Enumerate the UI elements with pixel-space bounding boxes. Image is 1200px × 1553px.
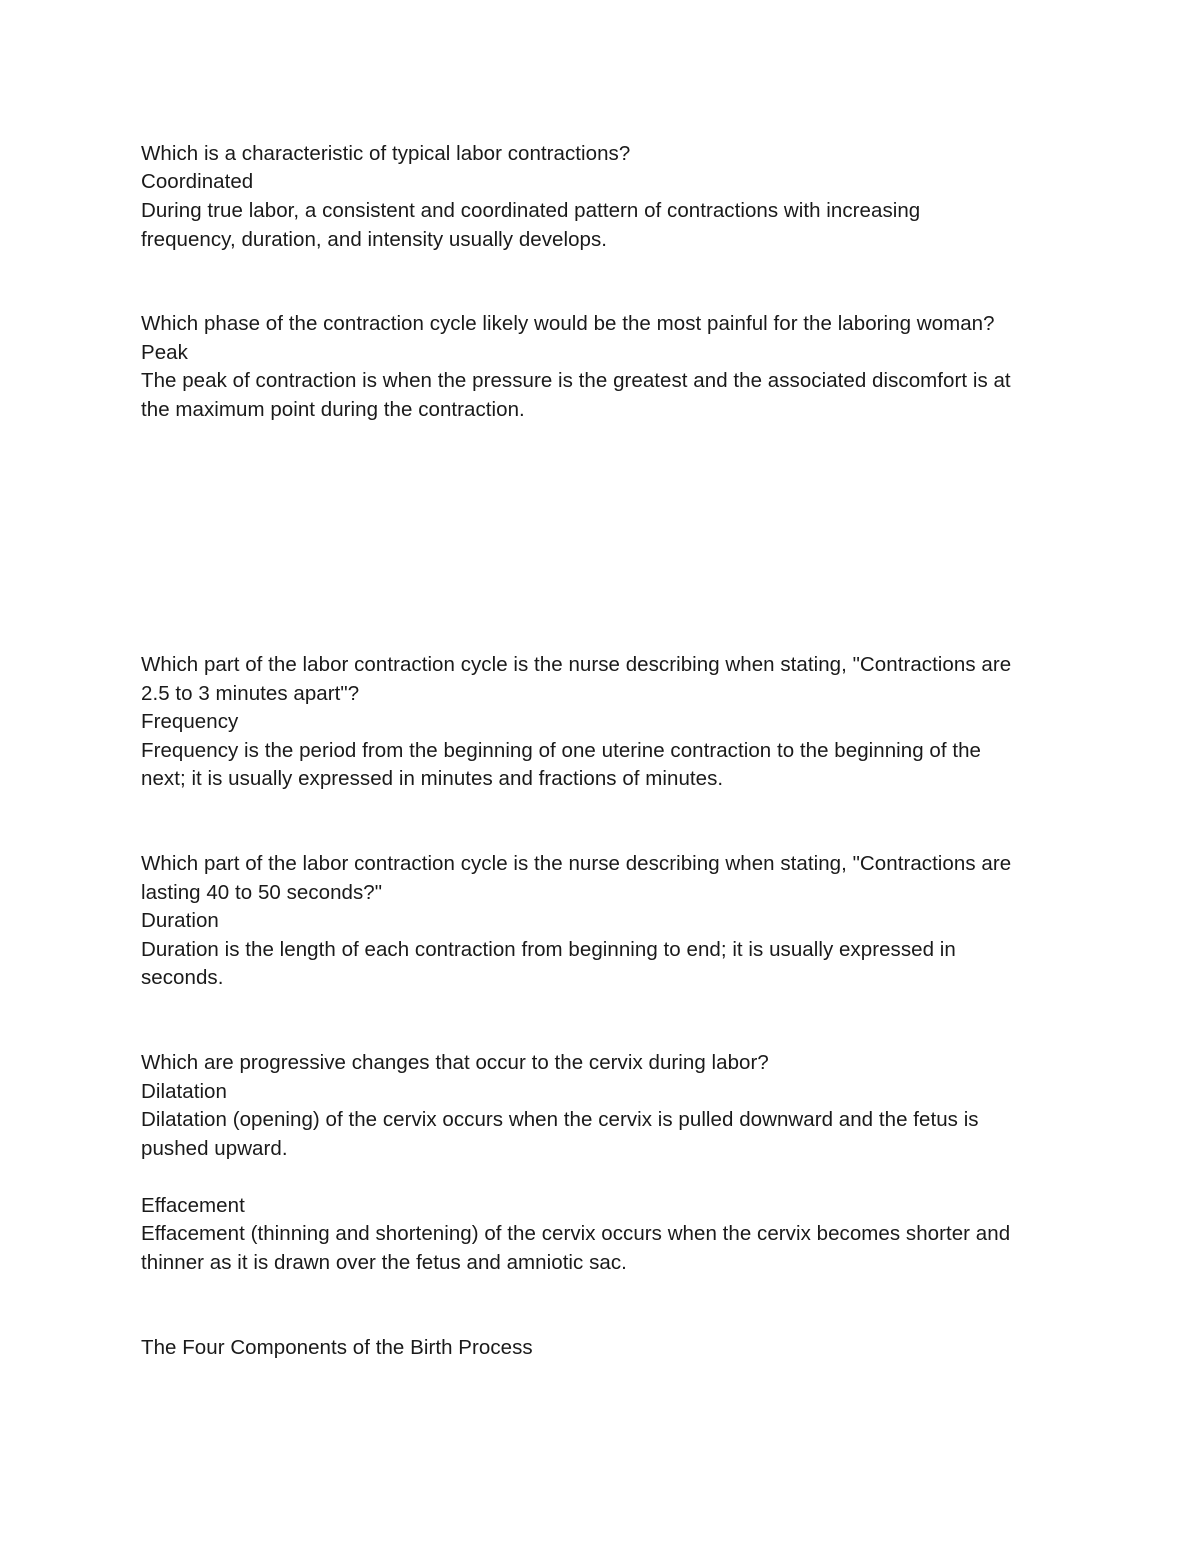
explanation-text: next; it is usually expressed in minutes and fractions of minutes. — [141, 767, 724, 790]
answer-text: Frequency — [141, 710, 239, 733]
answer-text: Effacement — [141, 1194, 245, 1217]
answer-text: Dilatation — [141, 1080, 227, 1103]
explanation-text: frequency, duration, and intensity usually develops. — [141, 228, 608, 251]
question-text: Which part of the labor contraction cycle is the nurse describing when stating, "Contractions are — [141, 852, 1012, 875]
question-text: Which is a characteristic of typical labor contractions? — [141, 142, 631, 165]
section-heading: The Four Components of the Birth Process — [141, 1336, 533, 1359]
explanation-text: the maximum point during the contraction. — [141, 398, 525, 421]
question-text: Which phase of the contraction cycle likely would be the most painful for the laboring woman? — [141, 312, 995, 335]
question-text: Which are progressive changes that occur to the cervix during labor? — [141, 1051, 769, 1074]
answer-text: Coordinated — [141, 170, 254, 193]
explanation-text: Dilatation (opening) of the cervix occurs when the cervix is pulled downward and the fetus is — [141, 1108, 979, 1131]
question-text: Which part of the labor contraction cycle is the nurse describing when stating, "Contractions are — [141, 653, 1012, 676]
question-text: 2.5 to 3 minutes apart"? — [141, 682, 360, 705]
explanation-text: thinner as it is drawn over the fetus and amniotic sac. — [141, 1251, 627, 1274]
explanation-text: Effacement (thinning and shortening) of the cervix occurs when the cervix becomes shorter and — [141, 1222, 1011, 1245]
explanation-text: seconds. — [141, 966, 224, 989]
explanation-text: During true labor, a consistent and coordinated pattern of contractions with increasing — [141, 199, 921, 222]
explanation-text: pushed upward. — [141, 1137, 288, 1160]
question-text: lasting 40 to 50 seconds?" — [141, 881, 383, 904]
answer-text: Peak — [141, 341, 188, 364]
explanation-text: Duration is the length of each contraction from beginning to end; it is usually expressed in — [141, 938, 956, 961]
explanation-text: The peak of contraction is when the pressure is the greatest and the associated discomfort is at — [141, 369, 1011, 392]
answer-text: Duration — [141, 909, 219, 932]
explanation-text: Frequency is the period from the beginning of one uterine contraction to the beginning of the — [141, 739, 982, 762]
